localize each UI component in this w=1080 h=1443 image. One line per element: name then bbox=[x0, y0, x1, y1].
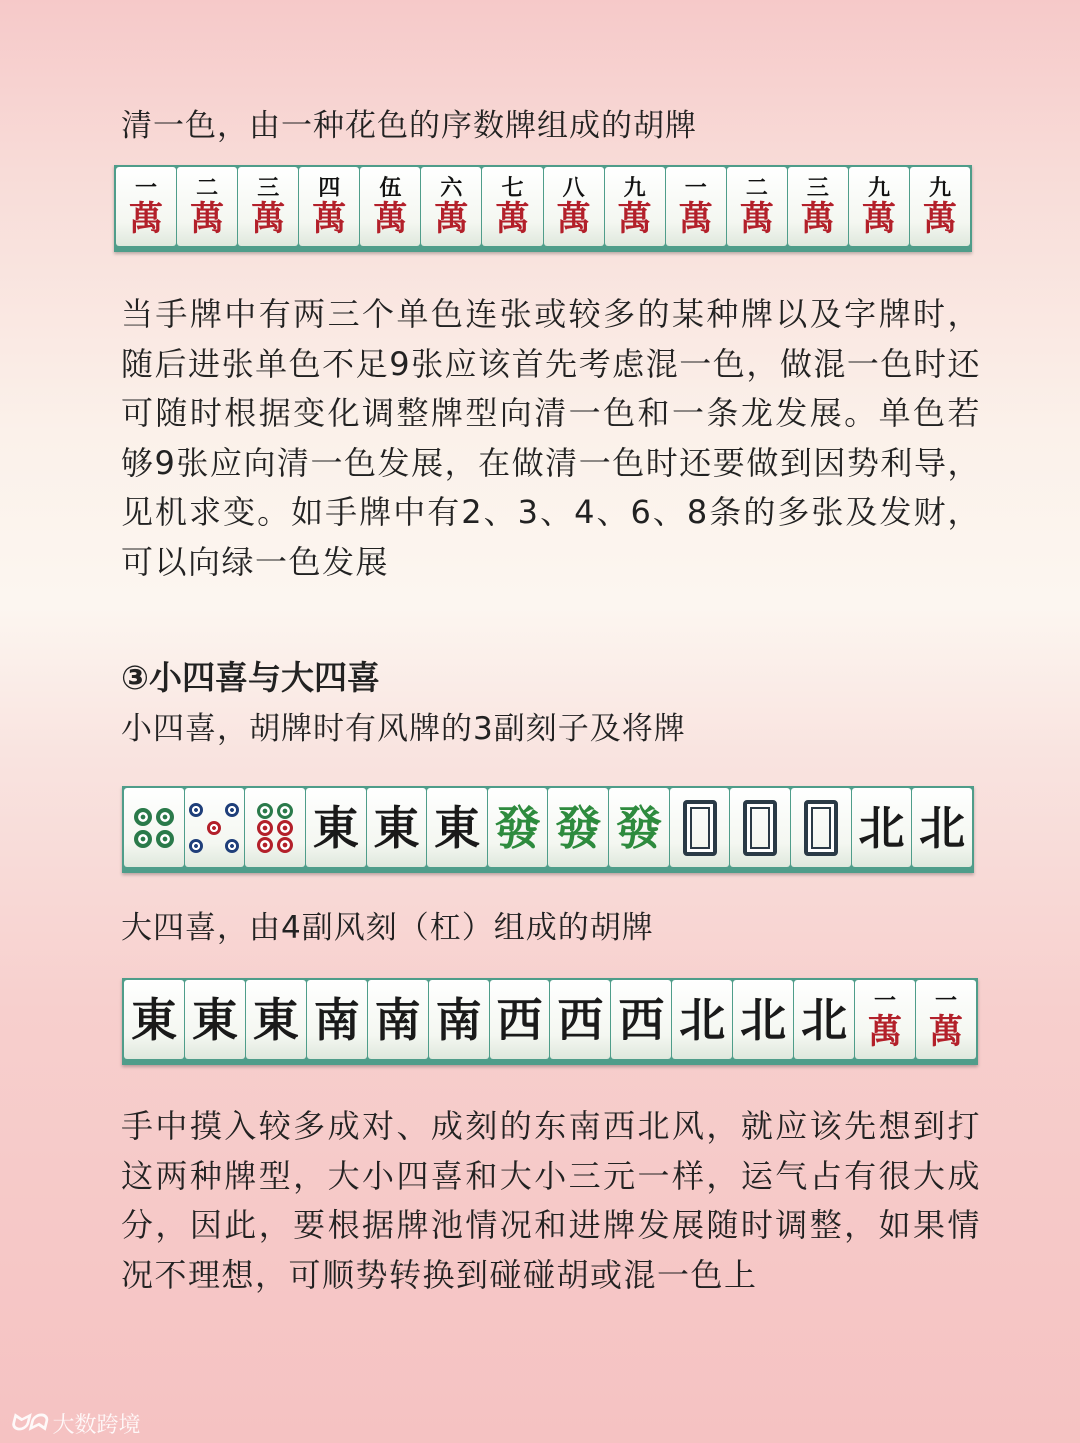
mahjong-tile-white-dragon bbox=[791, 788, 851, 867]
dot-mark bbox=[189, 803, 203, 817]
mahjong-tile-honor bbox=[307, 980, 367, 1059]
mahjong-tile-wan bbox=[727, 167, 787, 246]
tile-number: 三 bbox=[806, 174, 829, 201]
mahjong-tile-wan bbox=[360, 167, 420, 246]
mahjong-tile-honor bbox=[611, 980, 671, 1059]
tile-character: 發 bbox=[555, 800, 602, 855]
tile-number: 九 bbox=[929, 174, 952, 201]
dot-mark bbox=[277, 820, 293, 836]
mahjong-tile-honor bbox=[794, 980, 854, 1059]
mahjong-tile-wan bbox=[855, 980, 915, 1059]
mahjong-tile-wan bbox=[916, 980, 976, 1059]
white-dragon-frame-icon bbox=[683, 800, 717, 856]
mahjong-tile-wan bbox=[421, 167, 481, 246]
tile-row-dasixi bbox=[122, 978, 978, 1065]
mahjong-tile-honor bbox=[550, 980, 610, 1059]
tile-character: 南 bbox=[313, 992, 360, 1047]
section1-paragraph: 当手牌中有两三个单色连张或较多的某种牌以及字牌时，随后进张单色不足9张应该首先考虑混一色，做混一色时还可随时根据变化调整牌型向清一色和一条龙发展。单色若够9张应向清一色发展，在做清一色时还要做到因势利导，见机求变。如手牌中有2、3、4、6、8条的多张及发财，可以向绿一色发展 bbox=[121, 295, 981, 581]
mahjong-tile-wan bbox=[910, 167, 970, 246]
xiaosixi-caption: 小四喜，胡牌时有风牌的3副刻子及将牌 bbox=[121, 711, 686, 747]
tile-number: 一 bbox=[874, 987, 897, 1014]
tile-character: 東 bbox=[312, 800, 359, 855]
watermark-logo: ᗢᗣ bbox=[10, 1411, 47, 1436]
tile-character: 西 bbox=[496, 992, 543, 1047]
mahjong-tile-white-dragon bbox=[670, 788, 730, 867]
dot-mark bbox=[156, 830, 174, 848]
tile-suit: 萬 bbox=[868, 1011, 903, 1052]
dot-mark bbox=[225, 803, 239, 817]
tile-row-qingyise bbox=[114, 165, 972, 252]
mahjong-tile-wan bbox=[299, 167, 359, 246]
tile-suit: 萬 bbox=[678, 198, 713, 239]
dots-icon bbox=[189, 803, 239, 853]
mahjong-tile-dots bbox=[124, 788, 184, 867]
tile-character: 北 bbox=[679, 992, 726, 1047]
tile-character: 發 bbox=[615, 800, 662, 855]
mahjong-tile-wan bbox=[849, 167, 909, 246]
tile-character: 東 bbox=[191, 992, 238, 1047]
tile-number: 七 bbox=[501, 174, 524, 201]
tile-character: 發 bbox=[494, 800, 541, 855]
mahjong-tile-honor bbox=[185, 980, 245, 1059]
dot-mark bbox=[257, 803, 273, 819]
tile-suit: 萬 bbox=[190, 198, 225, 239]
mahjong-tile-honor bbox=[368, 980, 428, 1059]
mahjong-tile-white-dragon bbox=[730, 788, 790, 867]
tile-suit: 萬 bbox=[861, 198, 896, 239]
dot-mark bbox=[277, 837, 293, 853]
tile-character: 南 bbox=[374, 992, 421, 1047]
tile-number: 伍 bbox=[379, 174, 402, 201]
dot-mark bbox=[207, 803, 221, 817]
section1-caption: 清一色，由一种花色的序数牌组成的胡牌 bbox=[121, 108, 697, 144]
mahjong-tile-dots bbox=[185, 788, 245, 867]
mahjong-tile-honor bbox=[429, 980, 489, 1059]
tile-number: 一 bbox=[684, 174, 707, 201]
tile-character: 東 bbox=[130, 992, 177, 1047]
dot-mark bbox=[257, 820, 273, 836]
tile-number: 九 bbox=[867, 174, 890, 201]
mahjong-tile-honor bbox=[490, 980, 550, 1059]
dot-mark bbox=[134, 830, 152, 848]
tile-number: 一 bbox=[934, 987, 957, 1014]
dot-mark bbox=[189, 839, 203, 853]
tile-character: 東 bbox=[373, 800, 420, 855]
tile-suit: 萬 bbox=[373, 198, 408, 239]
mahjong-tile-wan bbox=[238, 167, 298, 246]
tile-suit: 萬 bbox=[800, 198, 835, 239]
dots-icon bbox=[257, 803, 293, 853]
mahjong-tile-honor bbox=[306, 788, 366, 867]
mahjong-tile-honor bbox=[488, 788, 548, 867]
mahjong-tile-honor bbox=[609, 788, 669, 867]
tile-suit: 萬 bbox=[495, 198, 530, 239]
tile-suit: 萬 bbox=[928, 1011, 963, 1052]
tile-suit: 萬 bbox=[556, 198, 591, 239]
section2-paragraph: 手中摸入较多成对、成刻的东南西北风，就应该先想到打这两种牌型，大小四喜和大小三元一样，运气占有很大成分，因此，要根据牌池情况和进牌发展随时调整，如果情况不理想，可顺势转换到碰碰胡或混一色上 bbox=[121, 1107, 981, 1294]
tile-suit: 萬 bbox=[739, 198, 774, 239]
mahjong-tile-honor bbox=[733, 980, 793, 1059]
tile-number: 九 bbox=[623, 174, 646, 201]
tile-row-xiaosixi bbox=[122, 786, 974, 873]
mahjong-tile-wan bbox=[116, 167, 176, 246]
white-dragon-frame-icon bbox=[804, 800, 838, 856]
dot-mark bbox=[156, 808, 174, 826]
mahjong-tile-wan bbox=[788, 167, 848, 246]
section2-heading: ③小四喜与大四喜 bbox=[121, 658, 380, 697]
tile-character: 北 bbox=[801, 992, 848, 1047]
tile-character: 西 bbox=[618, 992, 665, 1047]
dot-mark bbox=[225, 839, 239, 853]
tile-character: 北 bbox=[740, 992, 787, 1047]
tile-number: 八 bbox=[562, 174, 585, 201]
mahjong-tile-wan bbox=[177, 167, 237, 246]
tile-number: 三 bbox=[257, 174, 280, 201]
white-dragon-frame-icon bbox=[743, 800, 777, 856]
dot-mark bbox=[134, 808, 152, 826]
mahjong-tile-honor bbox=[548, 788, 608, 867]
tile-character: 南 bbox=[435, 992, 482, 1047]
mahjong-tile-wan bbox=[666, 167, 726, 246]
mahjong-tile-honor bbox=[852, 788, 912, 867]
tile-number: 六 bbox=[440, 174, 463, 201]
dot-mark bbox=[257, 837, 273, 853]
tile-character: 西 bbox=[557, 992, 604, 1047]
dot-mark bbox=[189, 821, 203, 835]
tile-suit: 萬 bbox=[434, 198, 469, 239]
watermark bbox=[10, 1408, 141, 1439]
mahjong-tile-dots bbox=[245, 788, 305, 867]
tile-suit: 萬 bbox=[617, 198, 652, 239]
mahjong-tile-honor bbox=[246, 980, 306, 1059]
tile-suit: 萬 bbox=[129, 198, 164, 239]
dots-icon bbox=[134, 808, 174, 848]
tile-character: 東 bbox=[434, 800, 481, 855]
mahjong-tile-wan bbox=[482, 167, 542, 246]
tile-suit: 萬 bbox=[251, 198, 286, 239]
mahjong-tile-honor bbox=[124, 980, 184, 1059]
mahjong-tile-honor bbox=[672, 980, 732, 1059]
dot-mark bbox=[277, 803, 293, 819]
dot-mark bbox=[207, 821, 221, 835]
tile-suit: 萬 bbox=[923, 198, 958, 239]
tile-character: 北 bbox=[919, 800, 966, 855]
mahjong-tile-honor bbox=[912, 788, 972, 867]
dot-mark bbox=[207, 839, 221, 853]
watermark-text: 大数跨境 bbox=[52, 1413, 141, 1438]
tile-number: 一 bbox=[135, 174, 158, 201]
mahjong-tile-wan bbox=[544, 167, 604, 246]
mahjong-tile-honor bbox=[367, 788, 427, 867]
dasixi-caption: 大四喜，由4副风刻（杠）组成的胡牌 bbox=[121, 910, 654, 946]
tile-number: 二 bbox=[745, 174, 768, 201]
mahjong-tile-wan bbox=[605, 167, 665, 246]
tile-character: 東 bbox=[252, 992, 299, 1047]
tile-number: 四 bbox=[318, 174, 341, 201]
mahjong-tile-honor bbox=[427, 788, 487, 867]
tile-character: 北 bbox=[858, 800, 905, 855]
tile-number: 二 bbox=[196, 174, 219, 201]
tile-suit: 萬 bbox=[312, 198, 347, 239]
dot-mark bbox=[225, 821, 239, 835]
